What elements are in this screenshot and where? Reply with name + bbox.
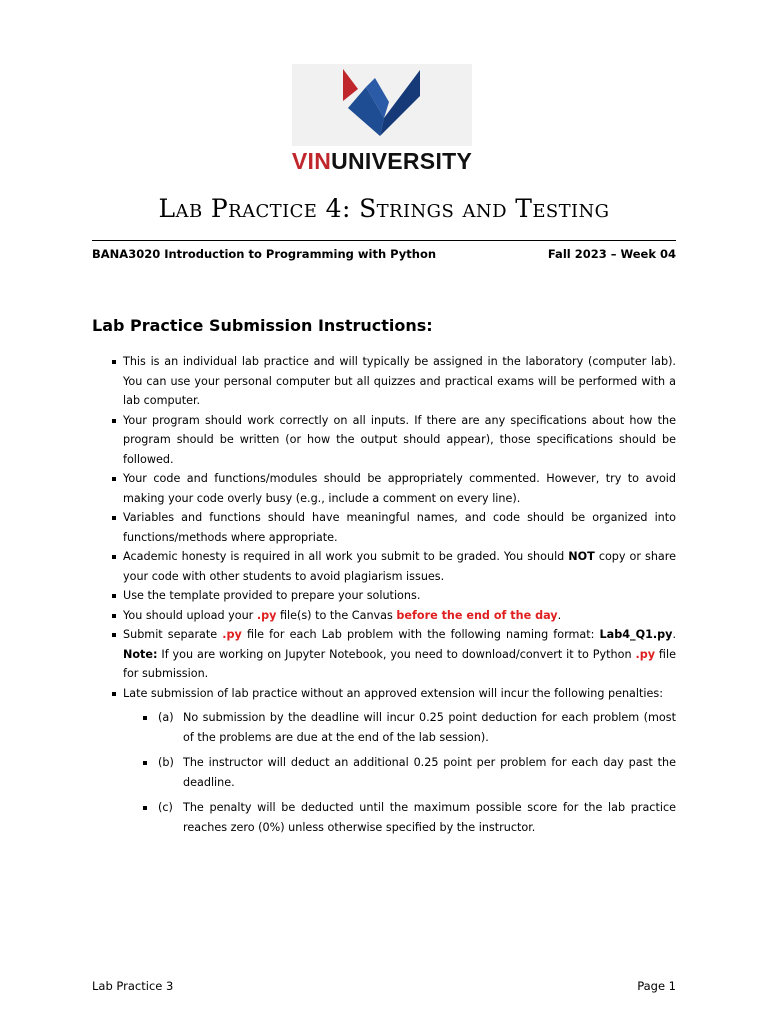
course-name: BANA3020 Introduction to Programming with Python <box>92 247 437 261</box>
penalty-list <box>123 708 676 837</box>
instruction-item: You should upload your .py file(s) to the Canvas before the end of the day. <box>92 606 676 626</box>
logo-word-university: UNIVERSITY <box>331 148 473 174</box>
file-extension: .py <box>222 628 242 641</box>
penalty-item: (c) The penalty will be deducted until the maximum possible score for the lab practice reaches zero (0%) unless otherwise specified by the instructor. <box>123 798 676 837</box>
deadline-highlight: before the end of the day <box>396 608 558 622</box>
instruction-item: Late submission of lab practice without an approved extension will incur the following penalties: (a) No submission by the deadline will incur 0.25 point deduction for each problem (most of the problems are due at the end of the lab session). (b) The instructor will deduct an additional 0.25 point per problem for each day past the deadline. (c) The penalty will be deducted until the maximum possible score for the lab practice reaches zero (0%) unless otherwise specified by the instructor. <box>92 684 676 838</box>
instruction-item: Your code and functions/modules should be appropriately commented. However, try to avoid making your code overly busy (e.g., include a comment on every line). <box>92 469 676 508</box>
instruction-item: Your program should work correctly on all inputs. If there are any specifications about how the program should be written (or how the output should appear), those specifications should be followed. <box>92 411 676 470</box>
instruction-item: Academic honesty is required in all work you submit to be graded. You should NOT copy or share your code with other students to avoid plagiarism issues. <box>92 547 676 586</box>
footer-document-name: Lab Practice 3 <box>92 979 174 993</box>
instructions-body <box>92 352 676 843</box>
instruction-item: Variables and functions should have meaningful names, and code should be organized into functions/methods where appropriate. <box>92 508 676 547</box>
naming-format: Lab4_Q1.py <box>599 628 673 641</box>
penalty-letter: (b) <box>158 756 174 769</box>
logo-word-vin: VIN <box>291 148 332 174</box>
instruction-item: Use the template provided to prepare your solutions. <box>92 586 676 606</box>
file-extension: .py <box>635 647 656 661</box>
instruction-item: Submit separate .py file for each Lab problem with the following naming format: Lab4_Q1.py. Note: If you are working on Jupyter Notebook, you need to download/convert it to Python .py file for submission. <box>92 625 676 684</box>
penalty-item: (a) No submission by the deadline will incur 0.25 point deduction for each problem (most of the problems are due at the end of the lab session). <box>123 708 676 747</box>
emphasis-not: NOT <box>568 550 595 563</box>
file-extension: .py <box>256 608 277 622</box>
penalty-letter: (a) <box>158 711 174 724</box>
university-logo <box>292 64 476 176</box>
penalty-letter: (c) <box>158 801 173 814</box>
instruction-list <box>92 352 676 837</box>
footer-page-number: Page 1 <box>637 979 676 993</box>
header-rule <box>92 240 676 241</box>
instruction-item: This is an individual lab practice and will typically be assigned in the laboratory (computer lab). You can use your personal computer but all quizzes and practical exams will be performed with a lab computer. <box>92 352 676 411</box>
note-label: Note: <box>123 647 158 661</box>
document-title: Lab Practice 4: Strings and Testing <box>158 194 610 223</box>
penalty-item: (b) The instructor will deduct an additional 0.25 point per problem for each day past the deadline. <box>123 753 676 792</box>
logo-wordmark <box>262 148 502 175</box>
term-week: Fall 2023 – Week 04 <box>547 247 676 261</box>
section-heading: Lab Practice Submission Instructions: <box>92 316 433 335</box>
vinuniversity-emblem <box>340 66 424 142</box>
